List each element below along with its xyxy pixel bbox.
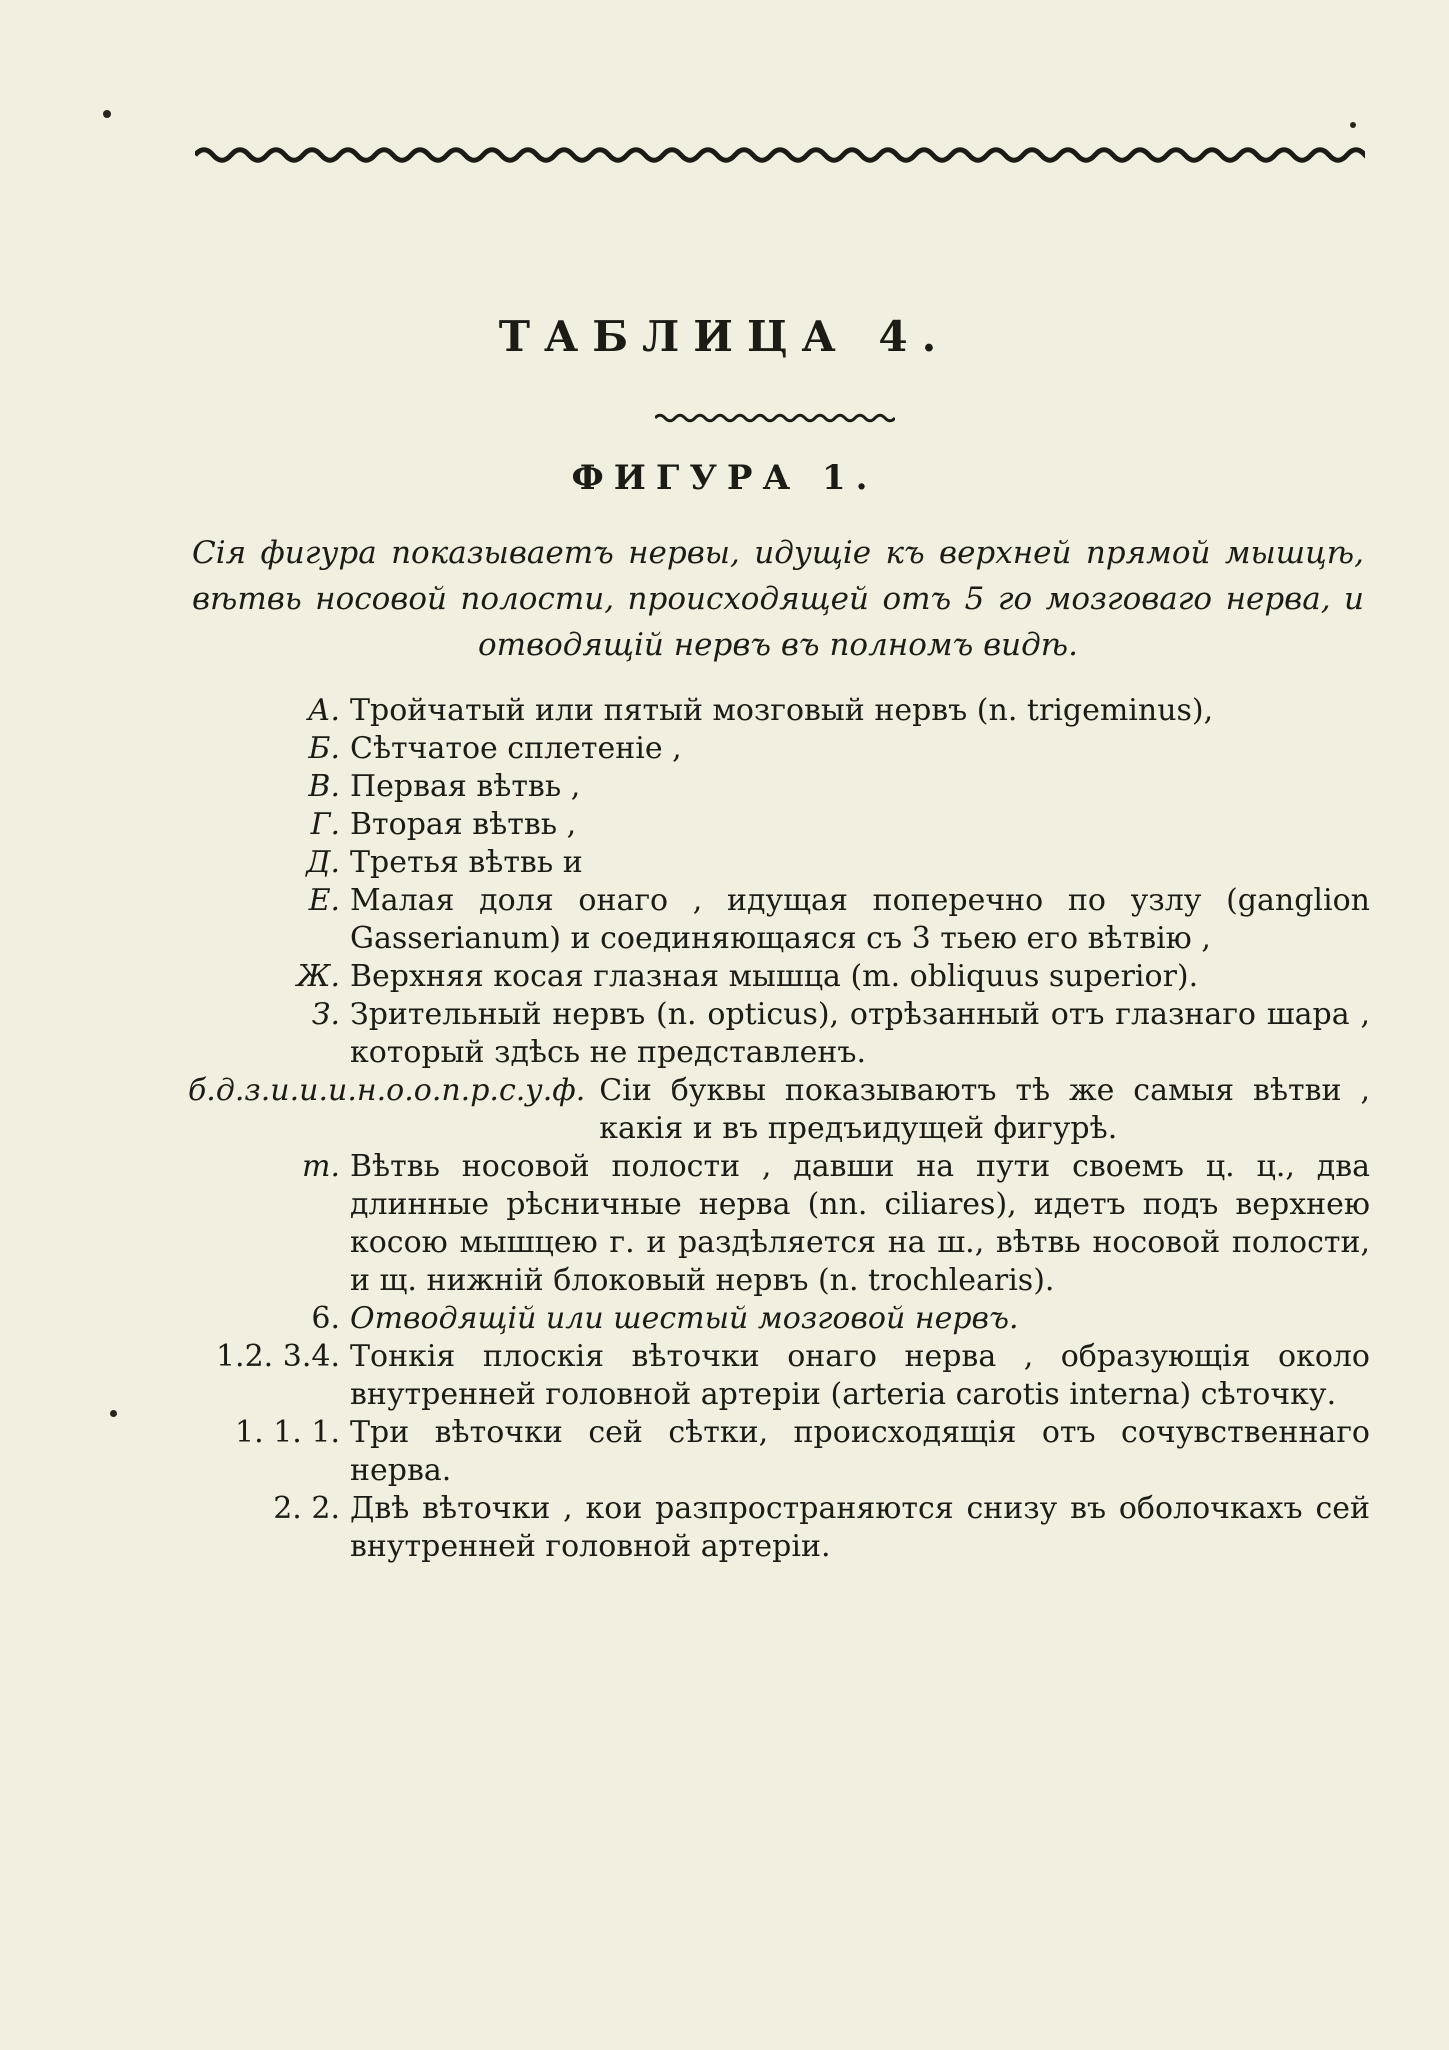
legend-item <box>160 1148 1370 1300</box>
legend-item <box>160 806 1370 844</box>
ink-speck <box>103 110 111 118</box>
legend-item <box>160 1072 1370 1148</box>
legend-text: Третья вѣтвь и <box>350 845 583 880</box>
legend-text: Сѣтчатое сплетеніе , <box>350 731 682 766</box>
legend-key: 1. 1. 1. <box>235 1415 340 1450</box>
legend-key: З. <box>311 997 340 1032</box>
legend-text: Первая вѣтвь , <box>350 769 581 804</box>
legend-key: Ж. <box>296 959 340 994</box>
ink-speck <box>1350 122 1356 128</box>
ink-speck <box>110 1410 117 1417</box>
decorative-small-rule <box>655 410 895 426</box>
legend-item <box>160 1490 1370 1566</box>
figure-description: Сія фигура показываетъ нервы, идущіе къ верхней прямой мышцѣ, вѣтвь носовой полости, происходящей отъ 5 го мозговаго нерва, и отводящій нервъ въ полномъ видѣ. <box>192 535 1364 663</box>
decorative-wavy-rule <box>195 140 1365 170</box>
legend-item <box>160 844 1370 882</box>
legend-text: Верхняя косая глазная мышца (m. obliquus superior). <box>350 959 1199 994</box>
legend-key: 2. 2. <box>273 1491 340 1526</box>
legend-key: Б. <box>308 731 340 766</box>
legend-item <box>160 996 1370 1072</box>
legend-text: Тонкія плоскія вѣточки онаго нерва , образующія около внутренней головной артеріи (arteria carotis interna) сѣточку. <box>350 1339 1370 1412</box>
legend-item <box>160 1338 1370 1414</box>
legend-key: Е. <box>308 883 340 918</box>
figure-title: ФИГУРА 1. <box>571 458 878 498</box>
legend-item <box>160 768 1370 806</box>
legend-text: Вторая вѣтвь , <box>350 807 577 842</box>
legend-text: Три вѣточки сей сѣтки, происходящія отъ сочувственнаго нерва. <box>350 1415 1370 1488</box>
legend-key: А. <box>307 693 340 728</box>
legend-item <box>160 1414 1370 1490</box>
legend-text: Отводящій или шестый мозговой нервъ. <box>350 1301 1019 1336</box>
legend-text: Малая доля онаго , идущая поперечно по узлу (ganglion Gasserianum) и соединяющаяся съ 3 тьею его вѣтвію , <box>350 883 1370 956</box>
legend-item <box>160 882 1370 958</box>
legend-key: т. <box>302 1149 340 1184</box>
legend-list <box>160 692 1370 1566</box>
page-heading: ТАБЛИЦА 4. <box>498 312 951 361</box>
legend-text: Зрительный нервъ (n. opticus), отрѣзанный отъ глазнаго шара , который здѣсь не представленъ. <box>350 997 1370 1070</box>
legend-text: Сіи буквы показываютъ тѣ же самыя вѣтви , какія и въ предъидущей фигурѣ. <box>599 1073 1370 1146</box>
legend-item <box>160 692 1370 730</box>
legend-item <box>160 958 1370 996</box>
legend-key: 1.2. 3.4. <box>215 1339 340 1374</box>
legend-key: В. <box>308 769 340 804</box>
legend-text: Двѣ вѣточки , кои разпространяются снизу въ оболочкахъ сей внутренней головной артеріи. <box>350 1491 1370 1564</box>
legend-key: Д. <box>306 845 340 880</box>
legend-key: б.д.з.и.и.и.н.о.о.п.р.с.у.ф. <box>188 1073 586 1108</box>
legend-text: Вѣтвь носовой полости , давши на пути своемъ ц. ц., два длинные рѣсничные нерва (nn. ciliares), идетъ подъ верхнею косою мышцею г. и раздѣляется на ш., вѣтвь носовой полости, и щ. нижній блоковый нервъ (n. trochlearis). <box>350 1149 1370 1298</box>
legend-key: 6. <box>311 1301 340 1336</box>
legend-item <box>160 730 1370 768</box>
legend-item <box>160 1300 1370 1338</box>
legend-key: Г. <box>310 807 340 842</box>
legend-text: Тройчатый или пятый мозговый нервъ (n. trigeminus), <box>350 693 1214 728</box>
